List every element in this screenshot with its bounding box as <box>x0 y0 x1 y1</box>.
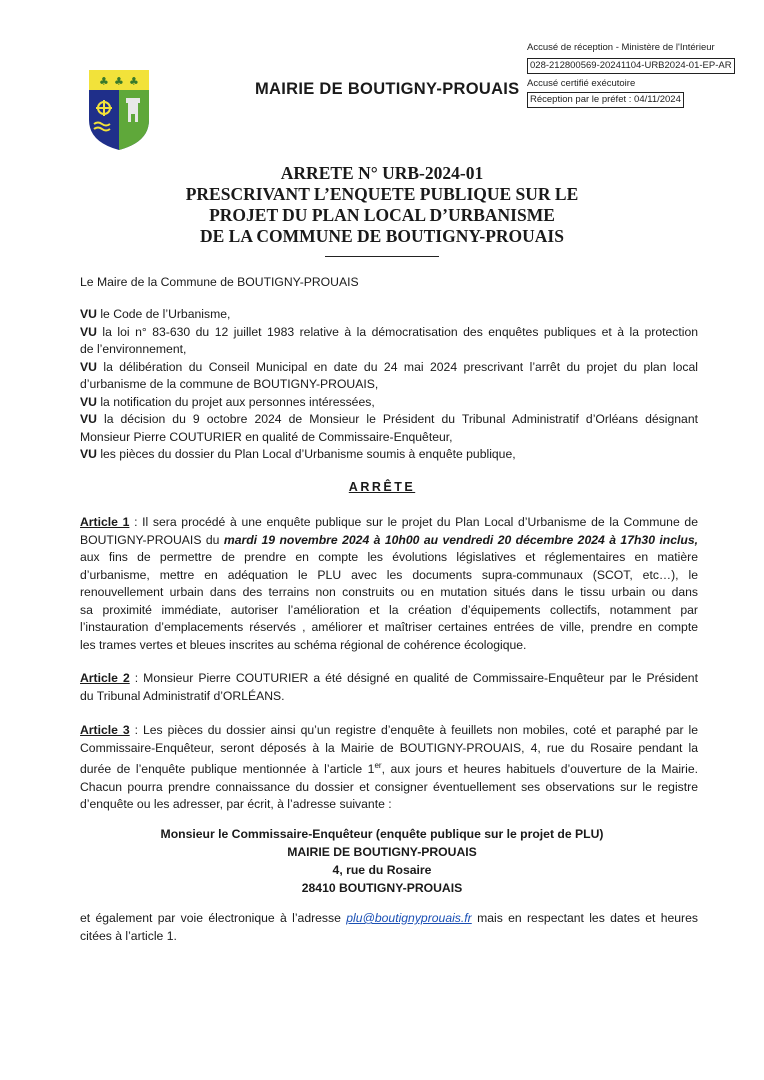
intro-text: Le Maire de la Commune de BOUTIGNY-PROUAIS <box>80 275 359 289</box>
article-3-label: Article 3 <box>80 723 130 737</box>
arrete-heading: ARRÊTE <box>348 480 416 494</box>
enquiry-dates: mardi 19 novembre 2024 à 10h00 au vendredi 20 décembre 2024 à 17h30 inclus, <box>223 532 699 547</box>
vu-keyword: VU <box>80 447 97 461</box>
article-line <box>80 670 698 688</box>
article-text: BOUTIGNY-PROUAIS du <box>80 532 224 547</box>
postal-address <box>0 825 764 897</box>
article-text: d’enquête ou les adresser, par écrit, à l’adresse suivante : <box>80 797 392 812</box>
vu-text: Monsieur Pierre COUTURIER en qualité de Commissaire-Enquêteur, <box>80 429 453 444</box>
vu-text: d’urbanisme de la commune de BOUTIGNY-PROUAIS, <box>80 377 379 391</box>
vu-text: le Code de l’Urbanisme, <box>96 307 231 321</box>
stamp-reference-box: 028-212800569-20241104-URB2024-01-EP-AR <box>527 58 735 74</box>
vu-item <box>80 324 698 342</box>
vu-keyword: VU <box>80 324 97 339</box>
article-text: : Il sera procédé à une enquête publique sur le projet du Plan Local d’Urbanisme de la Commune de <box>129 515 698 529</box>
svg-text:♣: ♣ <box>99 75 109 88</box>
article-line <box>80 514 698 532</box>
address-line: Monsieur le Commissaire-Enquêteur (enquête publique sur le projet de PLU) <box>160 827 604 841</box>
title-line: ARRETE N° URB-2024-01 <box>280 163 484 183</box>
superscript: er <box>374 761 382 770</box>
article-text: Commissaire-Enquêteur, seront déposés à la Mairie de BOUTIGNY-PROUAIS, 4, rue du Rosaire pendant la <box>80 740 698 755</box>
article-2 <box>80 670 698 705</box>
vu-text: la loi n° 83-630 du 12 juillet 1983 relative à la démocratisation des enquêtes publiques et à la protection <box>96 324 698 339</box>
article-1 <box>80 514 698 654</box>
article-text: l’instauration d’emplacements réservés , améliorer et maîtriser certaines entrées de ville, prendre en compte <box>80 620 698 634</box>
article-text: aux fins de permettre de prendre en compte les évolutions législatives et réglementaires en matière <box>80 550 698 564</box>
svg-text:♣: ♣ <box>129 75 139 88</box>
vu-text: les pièces du dossier du Plan Local d’Urbanisme soumis à enquête publique, <box>96 447 516 461</box>
article-text: du Tribunal Administratif d’ORLÉANS. <box>80 688 285 703</box>
vu-keyword: VU <box>80 394 97 409</box>
vu-text: de l’environnement, <box>80 342 187 356</box>
title-line: DE LA COMMUNE DE BOUTIGNY-PROUAIS <box>200 226 564 246</box>
title-divider <box>325 256 439 257</box>
document-title <box>0 163 764 247</box>
vu-item <box>80 359 698 377</box>
article-text: : Les pièces du dossier ainsi qu’un registre d’enquête à feuillets non mobiles, coté et paraphé par le <box>129 723 698 737</box>
vu-text: la délibération du Conseil Municipal en date du 24 mai 2024 prescrivant l’arrêt du projet du plan local <box>96 359 698 374</box>
vu-keyword: VU <box>80 359 97 374</box>
article-1-label: Article 1 <box>80 515 130 529</box>
article-line <box>80 757 698 779</box>
article-text: sa proximité immédiate, autoriser l’amélioration et la création d’équipements collectifs, notamment par <box>80 602 698 617</box>
closing-part: citées à l’article 1. <box>80 928 177 943</box>
title-line: PRESCRIVANT L’ENQUETE PUBLIQUE SUR LE <box>185 184 579 204</box>
vu-item <box>80 394 698 412</box>
stamp-line-certified: Accusé certifié exécutoire <box>527 78 636 89</box>
vu-keyword: VU <box>80 412 97 426</box>
vu-text: la décision du 9 octobre 2024 de Monsieur le Président du Tribunal Administratif d’Orléans désignant <box>96 412 698 426</box>
address-line: 4, rue du Rosaire <box>332 863 432 877</box>
vu-keyword: VU <box>80 307 97 321</box>
article-text: : Monsieur Pierre COUTURIER a été désigné en qualité de Commissaire-Enquêteur par le Président <box>129 671 698 685</box>
stamp-line-ministry: Accusé de réception - Ministère de l'Intérieur <box>527 42 715 53</box>
closing-text <box>80 910 698 945</box>
vu-item <box>80 411 698 429</box>
article-text: d’urbanisme, mettre en adéquation le PLU avec les documents supra-communaux (SCOT, etc…), le <box>80 567 698 582</box>
article-text: , aux jours et heures habituels d’ouverture de la Mairie. <box>381 762 698 777</box>
article-text: Chacun pourra prendre connaissance du dossier et consigner éventuellement ses observations sur le registre <box>80 779 698 794</box>
acknowledgement-stamp <box>527 41 735 108</box>
vu-item <box>80 446 698 464</box>
mairie-heading: MAIRIE DE BOUTIGNY-PROUAIS <box>255 80 520 98</box>
address-line: MAIRIE DE BOUTIGNY-PROUAIS <box>287 845 477 859</box>
coat-of-arms-icon <box>87 68 151 152</box>
address-line: 28410 BOUTIGNY-PROUAIS <box>301 881 463 895</box>
svg-text:♣: ♣ <box>114 75 124 88</box>
closing-part: mais en respectant les dates et heures <box>471 911 698 925</box>
article-line <box>80 532 698 550</box>
vu-text: la notification du projet aux personnes intéressées, <box>96 394 375 409</box>
article-3 <box>80 722 698 814</box>
article-text: les trames vertes et bleues inscrites au schéma régional de cohérence écologique. <box>80 637 527 652</box>
article-line <box>80 722 698 740</box>
title-line: PROJET DU PLAN LOCAL D’URBANISME <box>209 205 555 225</box>
article-text: durée de l’enquête publique mentionnée à l’article 1 <box>80 762 375 777</box>
closing-part: et également par voie électronique à l’adresse <box>80 911 347 925</box>
stamp-reception-box: Réception par le préfet : 04/11/2024 <box>527 92 684 108</box>
vu-list <box>80 306 698 464</box>
closing-line <box>80 910 698 928</box>
vu-item <box>80 306 698 324</box>
article-text: renouvellement urbain dans des terrains non construits ou en mutation situés dans le tissu urbain ou dans <box>80 585 698 599</box>
article-2-label: Article 2 <box>80 671 130 685</box>
email-link[interactable]: plu@boutignyprouais.fr <box>346 911 472 925</box>
